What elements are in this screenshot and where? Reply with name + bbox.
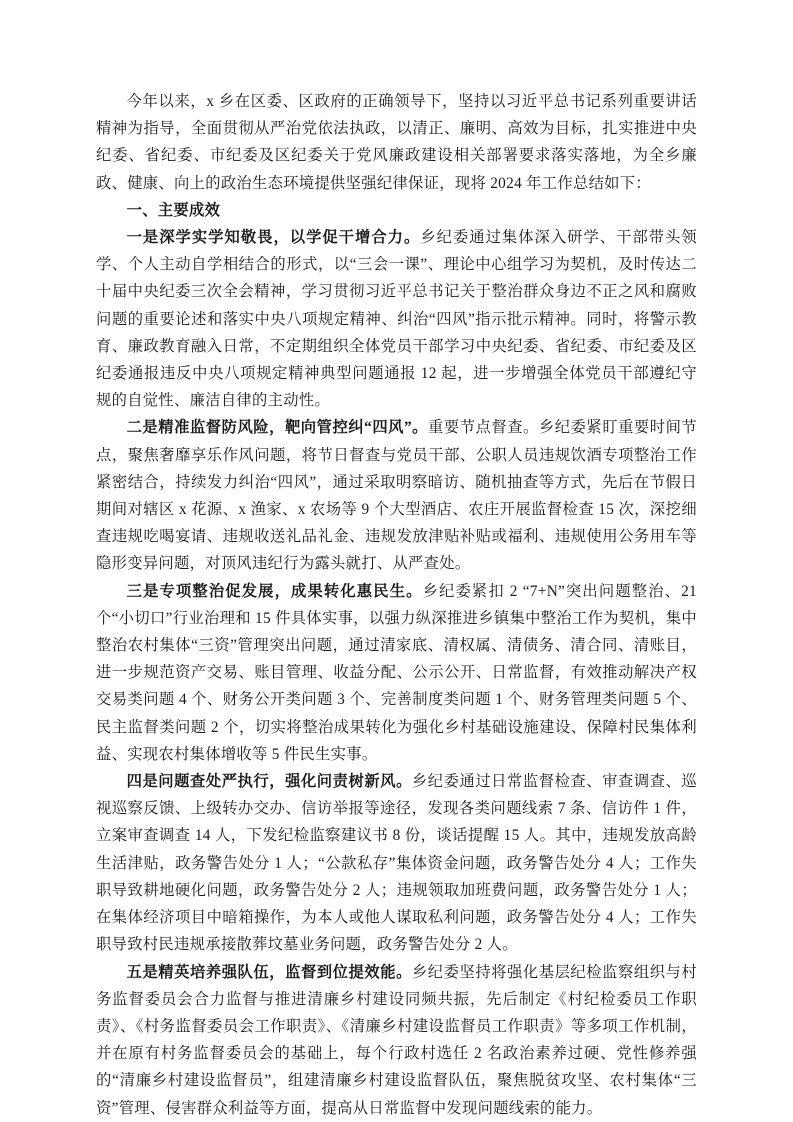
paragraph-intro (96, 88, 697, 197)
paragraph-lead: 五是精英培养强队伍，监督到位提效能。 (126, 963, 412, 981)
document-body (96, 88, 697, 1122)
paragraph-text: 乡纪委通过集体深入研学、干部带头领学、个人主动自学相结合的形式，以“三会一课”、理论中心组学习为契机，及时传达二十届中央纪委三次全会精神，学习贯彻习近平总书记关于整治群众身边不正之风和腐败问题的重要论述和落实中央八项规定精神、纠治“四风”指示批示精神。同时，将警示教育、廉政教育融入日常，不定期组织全体党员干部学习中央纪委、省纪委、市纪委及区纪委通报违反中央八项规定精神典型问题通报 12 起，进一步增强全体党员干部遵纪守规的自觉性、廉洁自律的主动性。 (96, 229, 697, 410)
paragraph-point-1 (96, 224, 697, 414)
paragraph-point-5 (96, 959, 697, 1122)
paragraph-lead: 三是专项整治促发展，成果转化惠民生。 (126, 582, 423, 600)
paragraph-lead: 一是深学实学知敬畏，以学促干增合力。 (126, 229, 421, 247)
paragraph-text: 今年以来，x 乡在区委、区政府的正确领导下，坚持以习近平总书记系列重要讲话精神为指导，全面贯彻从严治党依法执政，以清正、廉明、高效为目标，扎实推进中央纪委、省纪委、市纪委及区纪委关于党风廉政建设相关部署要求落实落地，为全乡廉政、健康、向上的政治生态环境提供坚强纪律保证，现将 2024 年工作总结如下： (96, 93, 697, 192)
paragraph-lead: 二是精准监督防风险，靶向管控纠“四风”。 (126, 419, 429, 437)
paragraph-point-2 (96, 414, 697, 577)
section-heading-main-results (96, 197, 697, 224)
paragraph-text: 乡纪委紧扣 2 “7+N”突出问题整治、21 个“小切口”行业治理和 15 件具体实事，以强力纵深推进乡镇集中整治工作为契机，集中整治农村集体“三资”管理突出问题，通过清家底、清权属、清债务、清合同、清账目，进一步规范资产交易、账目管理、收益分配、公示公开、日常监督，有效推动解决产权交易类问题 4 个、财务公开类问题 3 个、完善制度类问题 1 个、财务管理类问题 5 个、民主监督类问题 2 个，切实将整治成果转化为强化乡村基础设施建设、保障村民集体利益、实现农村集体增收等 5 件民生实事。 (96, 582, 697, 763)
paragraph-text: 乡纪委坚持将强化基层纪检监察组织与村务监督委员会合力监督与推进清廉乡村建设同频共振，先后制定《村纪检委员工作职责》、《村务监督委员会工作职责》、《清廉乡村建设监督员工作职责》等多项工作机制，并在原有村务监督委员会的基础上，每个行政村选任 2 名政治素养过硬、党性修养强的“清廉乡村建设监督员”，组建清廉乡村建设监督队伍，聚焦脱贫攻坚、农村集体“三资”管理、侵害群众利益等方面，提高从日常监督中发现问题线索的能力。 (96, 963, 697, 1117)
paragraph-point-4 (96, 768, 697, 958)
paragraph-text: 乡纪委通过日常监督检查、审查调查、巡视巡察反馈、上级转办交办、信访举报等途径，发现各类问题线索 7 条、信访件 1 件，立案审查调查 14 人，下发纪检监察建议书 8 份，谈话提醒 15 人。其中，违规发放高龄生活津贴，政务警告处分 1 人；“公款私存”集体资金问题，政务警告处分 4 人；工作失职导致耕地硬化问题，政务警告处分 2 人；违规领取加班费问题，政务警告处分 1 人；在集体经济项目中暗箱操作，为本人或他人谋取私利问题，政务警告处分 4 人；工作失职导致村民违规承接散葬坟墓业务问题，政务警告处分 2 人。 (96, 773, 697, 954)
paragraph-text: 重要节点督查。乡纪委紧盯重要时间节点，聚焦奢靡享乐作风问题，将节日督查与党员干部、公职人员违规饮酒专项整治工作紧密结合，持续发力纠治“四风”，通过采取明察暗访、随机抽查等方式，先后在节假日期间对辖区 x 花源、x 渔家、x 农场等 9 个大型酒店、农庄开展监督检查 15 次，深挖细查违规吃喝宴请、违规收送礼品礼金、违规发放津贴补贴或福利、违规使用公务用车等隐形变异问题，对顶风违纪行为露头就打、从严查处。 (96, 419, 698, 573)
paragraph-point-3 (96, 578, 697, 768)
paragraph-lead: 四是问题查处严执行，强化问责树新风。 (126, 773, 412, 791)
section-heading-text: 一、主要成效 (126, 201, 221, 219)
